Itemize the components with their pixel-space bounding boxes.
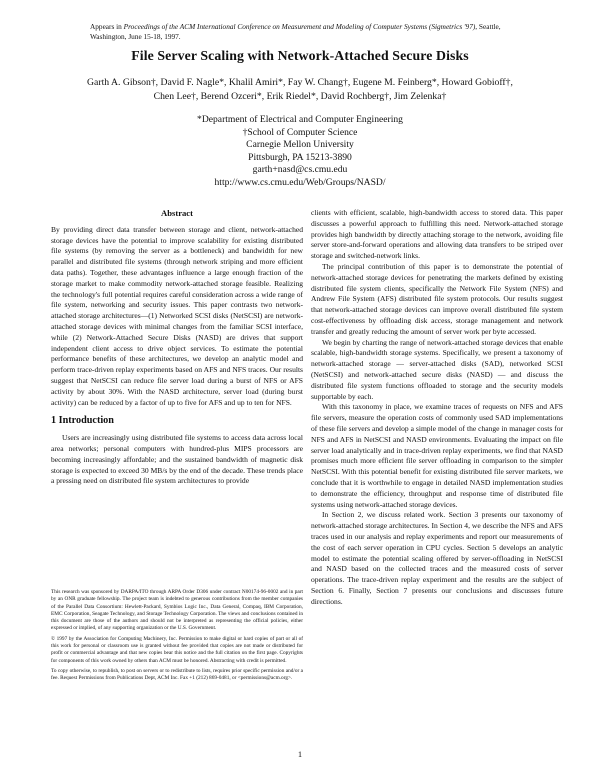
body-paragraph-3: We begin by charting the range of network-attached storage devices that enable scalable, high-bandwidth storage systems. Specifically, we present a taxonomy of network-attached storage — server-attached disks (SAD), networked SCSI (NetSCSI) and network-attached secure disks (NASD) — and discuss the distributed file system functions offloaded to storage and the security models supportable by each. — [311, 337, 563, 401]
affiliation-university: Carnegie Mellon University — [246, 139, 354, 150]
right-column — [311, 208, 563, 607]
author-list — [50, 76, 550, 104]
permission-note: To copy otherwise, to republish, to post on servers or to redistribute to lists, requires prior specific permission and/or a fee. Request Permissions from Publications Dept, ACM Inc. Fax +1 (212) 869-0481, or <permissions@acm.org>. — [51, 667, 303, 682]
publication-note — [90, 22, 530, 41]
author-line-1: Garth A. Gibson†, David F. Nagle*, Khalil Amiri*, Fay W. Chang†, Eugene M. Feinberg*, Howard Gobioff†, — [87, 77, 513, 88]
affiliation-ece: *Department of Electrical and Computer Engineering — [197, 114, 403, 125]
body-paragraph-2: The principal contribution of this paper is to demonstrate the potential of network-attached storage devices for penetrating the markets defined by existing distributed file system clients, specifically the Network File System (NFS) and Andrew File System (AFS) distributed file system protocols. Our results suggest that network-attached storage devices can improve overall distributed file system cost-effectiveness by offloading disk access, storage management and network transfer and greatly reducing the amount of server work per byte accessed. — [311, 261, 563, 336]
copyright-note: © 1997 by the Association for Computing Machinery, Inc. Permission to make digital or hard copies of part or all of this work for personal or classroom use is granted without fee provided that copies are not made or distributed for profit or commercial advantage and that new copies bear this notice and the full citation on the first page. Copyrights for components of this work owned by others than ACM must be honored. Abstracting with credit is permitted. — [51, 635, 303, 664]
affiliation-block — [100, 114, 500, 189]
page-number: 1 — [297, 749, 303, 759]
funding-note: This research was sponsored by DARPA/ITO through ARPA Order D306 under contract N00174-96-0002 and in part by an ONR graduate fellowship. The project team is indebted to generous contributions from the member companies of the Parallel Data Consortium: Hewlett-Packard, Symbios Logic Inc., Data General, Compaq, IBM Corporation, EMC Corporation, Seagate Technology, and Storage Technology Corporation. The views and conclusions contained in this document are those of the authors and should not be interpreted as representing the official policies, either expressed or implied, of any supporting organization or the U.S. Government. — [51, 589, 303, 632]
author-line-2: Chen Lee†, Berend Ozceri*, Erik Riedel*, David Rochberg†, Jim Zelenka† — [153, 91, 447, 102]
appears-venue: Proceedings of the ACM International Conference on Measurement and Modeling of Computer Systems (Sigmetrics '97) — [123, 22, 476, 31]
contact-email: garth+nasd@cs.cmu.edu — [252, 164, 348, 175]
appears-prefix: Appears in — [90, 22, 122, 31]
paper-title: File Server Scaling with Network-Attached Secure Disks — [131, 48, 469, 63]
body-paragraph-1: clients with efficient, scalable, high-bandwidth access to stored data. This paper discusses a powerful approach to fulfilling this need. Network-attached storage provides high bandwidth by directly attaching storage to the network, avoiding file server store-and-forward operations and allowing data transfers to be striped over storage and switched-network links. — [311, 208, 563, 261]
footnote-block — [51, 589, 303, 686]
body-paragraph-5: In Section 2, we discuss related work. Section 3 presents our taxonomy of network-attached storage architectures. In Section 4, we describe the NFS and AFS traces used in our analysis and replay experiments and report our measurements of the cost of each server operation in CPU cycles. Section 5 develops an analytic model to estimate the potential scaling offered by server-offloading in NetSCSI and NASD based on the collected traces and the measured costs of server operations. The trace-driven replay experiment and the results are the subject of Section 6. Finally, Section 7 presents our conclusions and discusses future directions. — [311, 510, 563, 606]
introduction-heading: 1 Introduction — [51, 415, 114, 427]
body-paragraph-4: With this taxonomy in place, we examine traces of requests on NFS and AFS file servers, measure the operation costs of commonly used SAD implementations of these file servers and develop a simple model of the change in manager costs for NFS and AFS in NetSCSI and NASD environments. Evaluating the impact on file server load analytically and in trace-driven replay experiments, we find that NASD promises much more efficient file server offloading in comparison to the simpler NetSCSI. With this potential benefit for existing distributed file server markets, we conclude that it is worthwhile to engage in detailed NASD implementation studies to demonstrate the efficiency, throughput and response time of distributed file systems using network-attached storage devices. — [311, 402, 563, 509]
introduction-paragraph: Users are increasingly using distributed file systems to access data across local area networks; personal computers with hundred-plus MIPS processors are becoming increasingly affordable; and the sustained bandwidth of magnetic disk storage is expected to exceed 30 MB/s by the end of the decade. These trends place a pressing need on distributed file system architectures to provide — [51, 433, 303, 486]
appears-suffix: , Seattle, Washington, June 15-18, 1997. — [90, 22, 501, 41]
abstract-heading: Abstract — [161, 208, 193, 218]
project-url: http://www.cs.cmu.edu/Web/Groups/NASD/ — [214, 176, 386, 188]
abstract-text: By providing direct data transfer between storage and client, network-attached storage devices have the potential to improve scalability for existing distributed file systems (by removing the server as a bottleneck) and bandwidth for new parallel and distributed file systems (through network striping and more efficient data paths). Together, these advantages influence a large enough fraction of the storage market to make commodity network-attached storage feasible. Realizing the technology's full potential requires careful consideration across a wide range of file system, networking and security issues. This paper contrasts two network-attached storage architectures—(1) Networked SCSI disks (NetSCSI) are network-attached storage devices with minimal changes from the familiar SCSI interface, while (2) Network-Attached Secure Disks (NASD) are drives that support independent client access to drive object services. To estimate the potential performance benefits of these architectures, we develop an analytic model and perform trace-driven replay experiments based on AFS and NFS traces. Our results suggest that NetSCSI can reduce file server load during a burst of NFS or AFS activity by about 30%. With the NASD architecture, server load (during burst activity) can be reduced by a factor of up to five for AFS and up to ten for NFS. — [51, 224, 303, 407]
left-column — [51, 208, 303, 487]
affiliation-cs: †School of Computer Science — [242, 126, 358, 138]
affiliation-city: Pittsburgh, PA 15213-3890 — [248, 151, 352, 163]
